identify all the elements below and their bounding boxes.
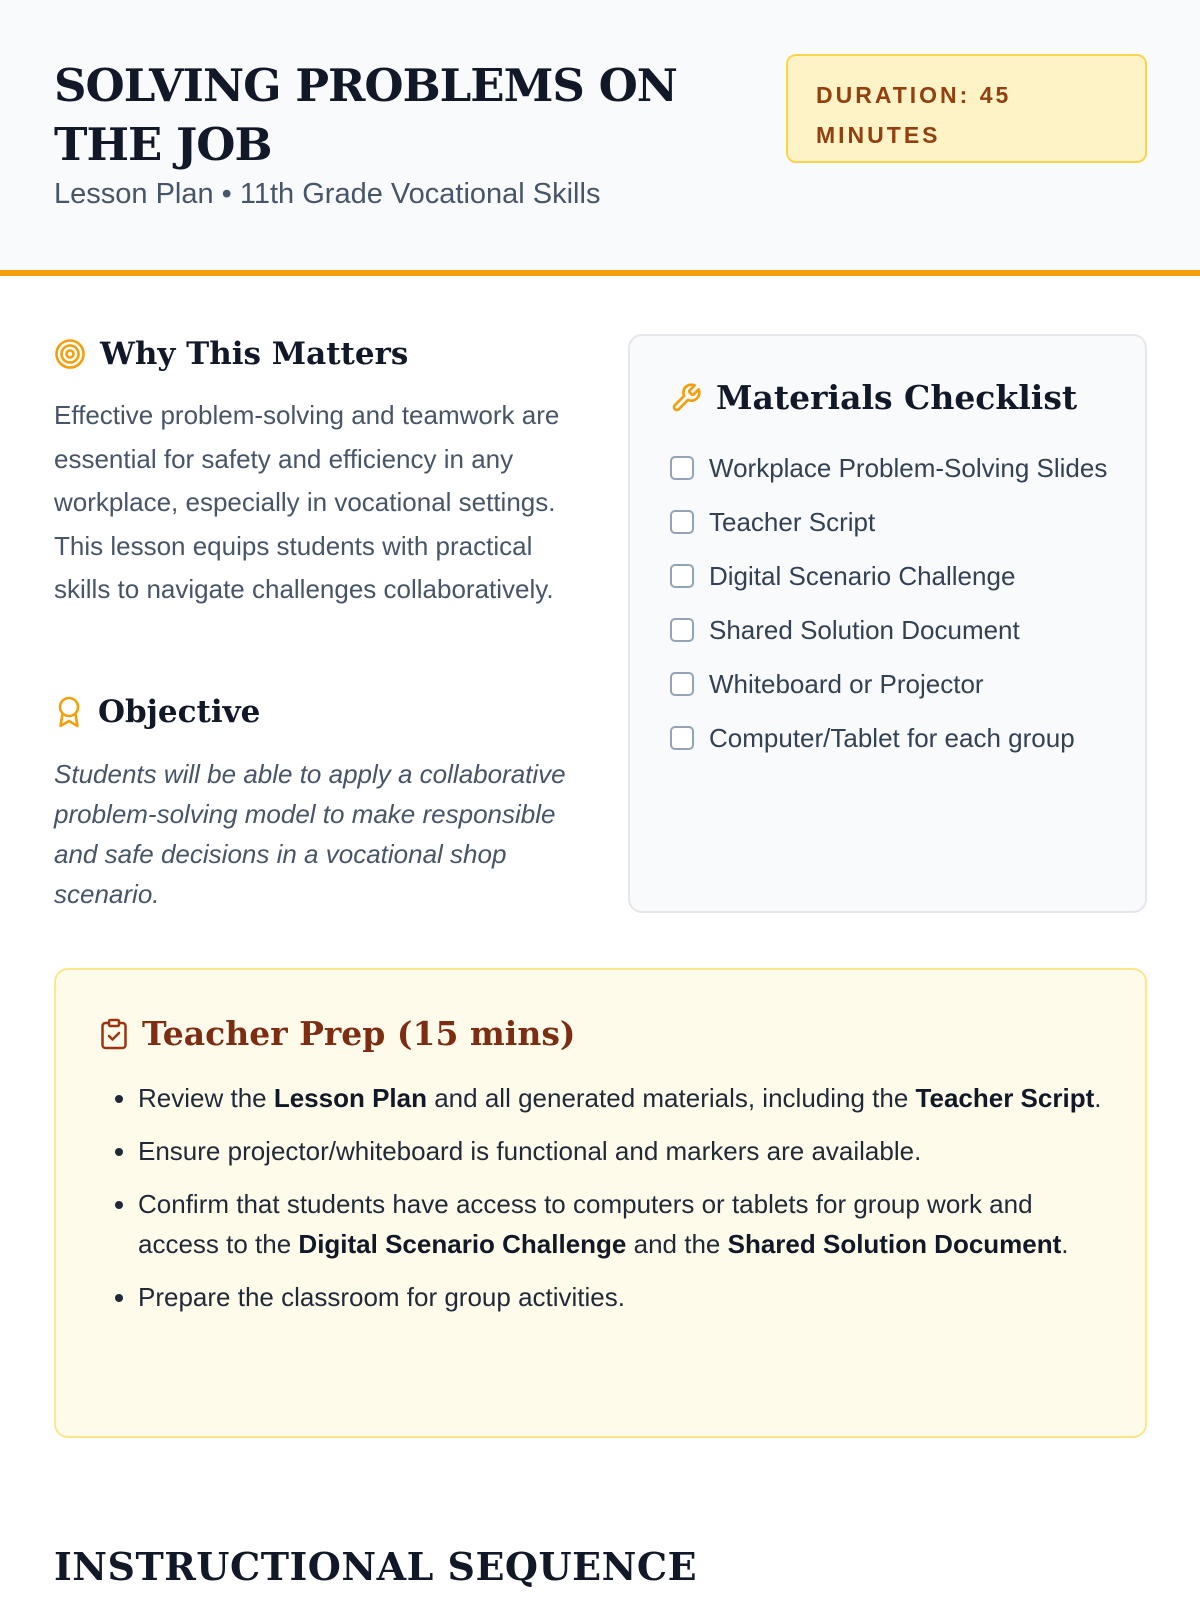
checklist-item[interactable] <box>670 556 1110 596</box>
materials-heading <box>670 378 1077 417</box>
checklist-item-label: Computer/Tablet for each group <box>709 723 1075 753</box>
why-body: Effective problem-solving and teamwork are essential for safety and efficiency in any workplace, especially in vocational settings. This lesson equips students with practical skills to navigate challenges collaboratively. <box>54 400 560 604</box>
checkbox[interactable] <box>670 510 694 534</box>
prep-item-text: Review the <box>138 1083 274 1113</box>
objective-heading-text: Objective <box>98 694 261 730</box>
objective-heading <box>54 694 260 730</box>
teacher-prep-list <box>138 1078 1118 1330</box>
wrench-icon <box>670 382 702 414</box>
checklist-item[interactable] <box>670 502 1110 542</box>
why-heading <box>54 336 408 372</box>
prep-item-text: Prepare the classroom for group activities. <box>138 1282 625 1312</box>
prep-item-text: . <box>1061 1229 1069 1259</box>
prep-item-emphasis: Digital Scenario Challenge <box>298 1229 627 1259</box>
checklist-item-label: Teacher Script <box>709 507 876 537</box>
duration-badge: DURATION: 45 MINUTES <box>786 54 1147 163</box>
checkbox[interactable] <box>670 726 694 750</box>
objective-body: Students will be able to apply a collaborative problem-solving model to make responsible and safe decisions in a vocational shop scenario. <box>54 759 566 909</box>
prep-item-emphasis: Lesson Plan <box>273 1083 427 1113</box>
prep-list-item <box>138 1184 1118 1264</box>
prep-list-item <box>138 1078 1118 1118</box>
prep-item-emphasis: Shared Solution Document <box>727 1229 1062 1259</box>
why-heading-text: Why This Matters <box>100 336 409 372</box>
lesson-header <box>0 0 1200 276</box>
checklist-item[interactable] <box>670 610 1110 650</box>
teacher-prep-heading-text: Teacher Prep (15 mins) <box>142 1014 576 1053</box>
teacher-prep-heading <box>100 1014 576 1053</box>
prep-item-text: and the <box>626 1229 728 1259</box>
checklist-item[interactable] <box>670 664 1110 704</box>
prep-item-text: Confirm that students have access to computers or tablets for group work and access to the <box>138 1189 1033 1259</box>
checklist-item-label: Digital Scenario Challenge <box>709 561 1016 591</box>
instructional-sequence-heading: INSTRUCTIONAL SEQUENCE <box>54 1544 698 1589</box>
prep-item-text: Ensure projector/whiteboard is functional and markers are available. <box>138 1136 922 1166</box>
prep-item-emphasis: Teacher Script <box>915 1083 1095 1113</box>
materials-card <box>628 334 1147 913</box>
checklist-item-label: Workplace Problem-Solving Slides <box>709 453 1108 483</box>
checklist-item-label: Shared Solution Document <box>709 615 1020 645</box>
target-icon <box>54 338 86 370</box>
teacher-prep-card <box>54 968 1147 1438</box>
checkbox[interactable] <box>670 618 694 642</box>
checkbox[interactable] <box>670 672 694 696</box>
award-icon <box>54 695 84 729</box>
checkbox[interactable] <box>670 456 694 480</box>
checkbox[interactable] <box>670 564 694 588</box>
materials-heading-text: Materials Checklist <box>716 378 1078 417</box>
checklist-item-label: Whiteboard or Projector <box>709 669 984 699</box>
prep-list-item <box>138 1131 1118 1171</box>
checklist-item[interactable] <box>670 718 1110 758</box>
page-subtitle: Lesson Plan • 11th Grade Vocational Skills <box>54 178 601 210</box>
prep-item-text: . <box>1094 1083 1102 1113</box>
checklist-item[interactable] <box>670 448 1110 488</box>
prep-list-item <box>138 1277 1118 1317</box>
page-title: SOLVING PROBLEMS ON THE JOB <box>54 59 677 171</box>
prep-item-text: and all generated materials, including the <box>427 1083 916 1113</box>
materials-checklist <box>670 448 1110 772</box>
clipboard-check-icon <box>100 1018 128 1050</box>
